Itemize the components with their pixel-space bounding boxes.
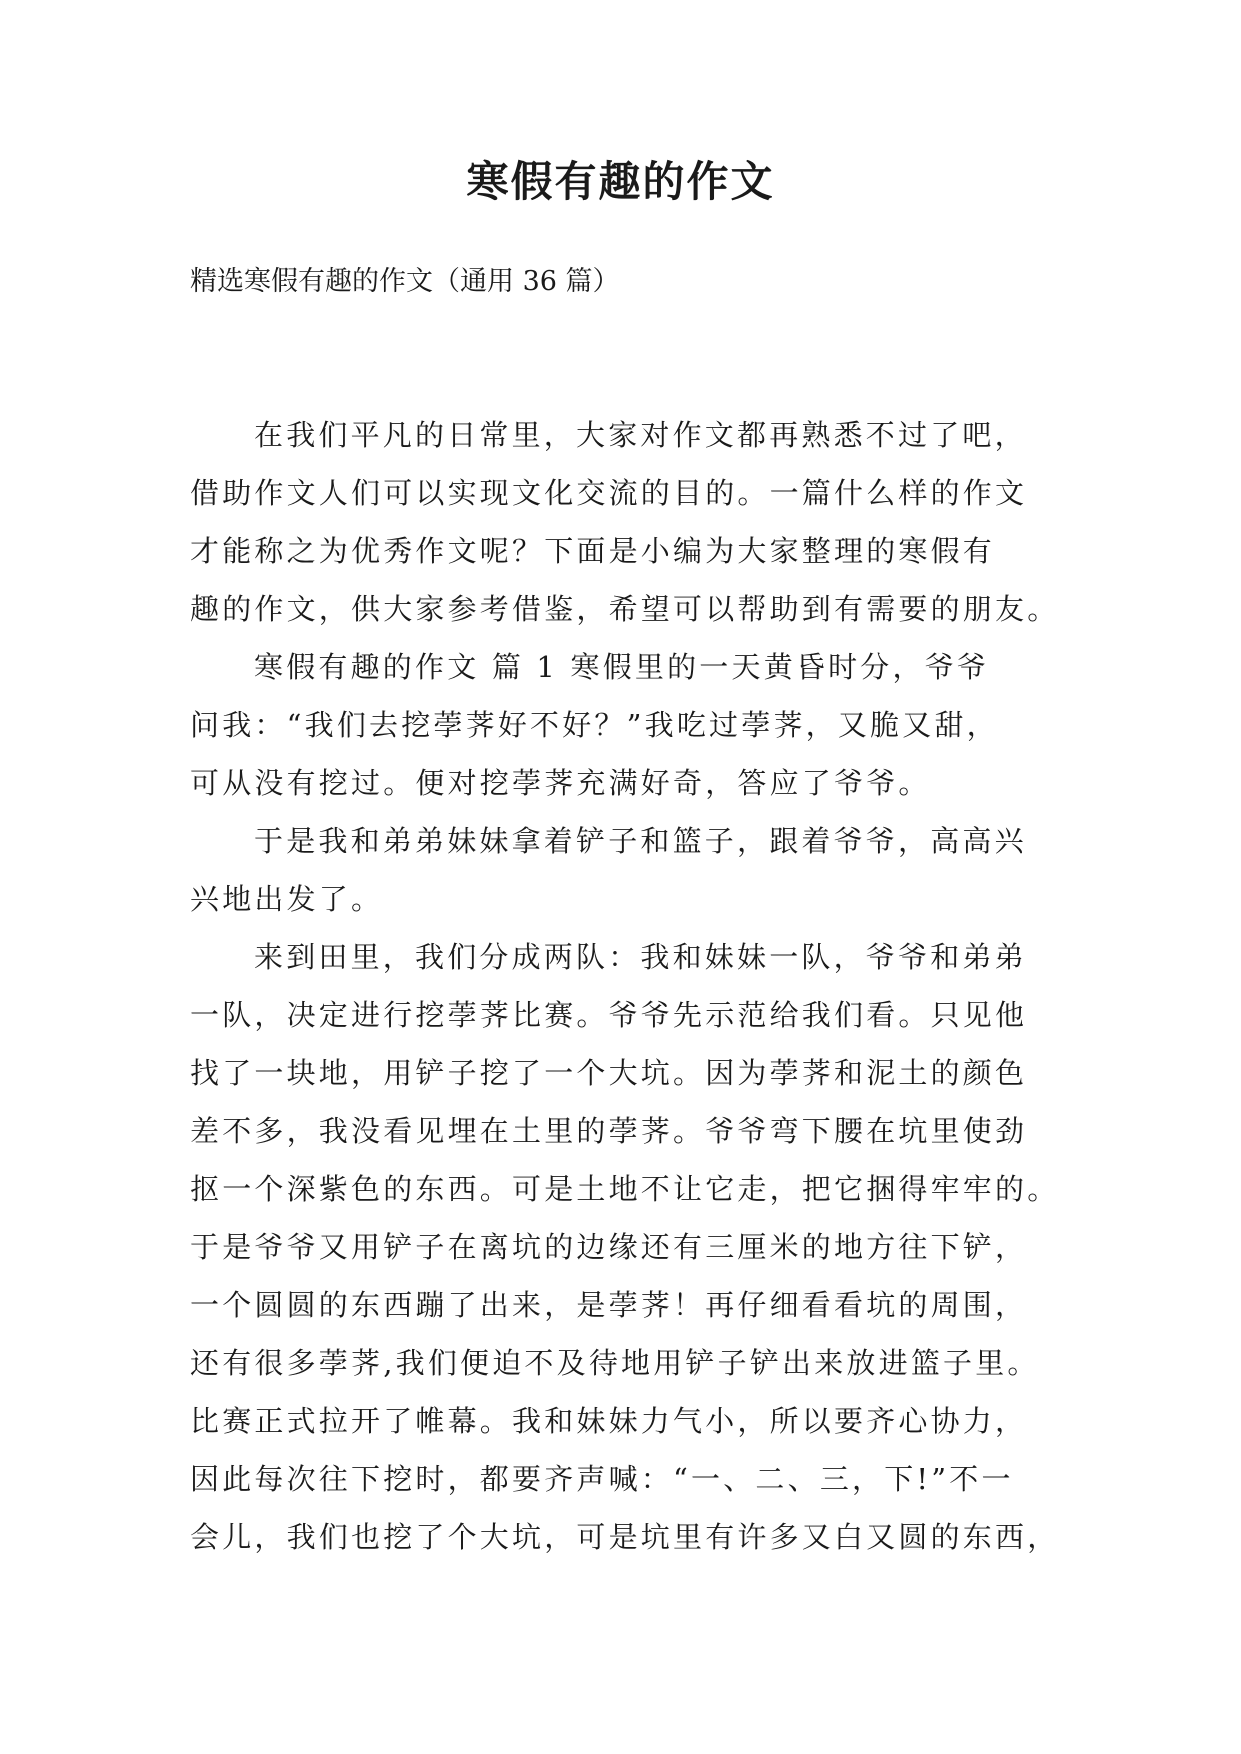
paragraph-line: 趣的作文，供大家参考借鉴，希望可以帮助到有需要的朋友。 xyxy=(190,592,1060,626)
paragraph-line: 抠一个深紫色的东西。可是土地不让它走，把它捆得牢牢的。 xyxy=(190,1172,1060,1206)
paragraph-line: 寒假有趣的作文 篇 1 寒假里的一天黄昏时分，爷爷 xyxy=(254,650,990,684)
paragraph-line: 借助作文人们可以实现文化交流的目的。一篇什么样的作文 xyxy=(190,476,1028,510)
paragraph-line: 因此每次往下挖时，都要齐声喊：“一、二、三，下!”不一 xyxy=(190,1462,1014,1496)
paragraph-line: 会儿，我们也挖了个大坑，可是坑里有许多又白又圆的东西， xyxy=(190,1520,1060,1554)
paragraph-line: 才能称之为优秀作文呢？下面是小编为大家整理的寒假有 xyxy=(190,534,996,568)
paragraph-line: 来到田里，我们分成两队：我和妹妹一队，爷爷和弟弟 xyxy=(254,940,1027,974)
paragraph-line: 兴地出发了。 xyxy=(190,882,384,916)
paragraph-line: 于是我和弟弟妹妹拿着铲子和篮子，跟着爷爷，高高兴 xyxy=(254,824,1027,858)
paragraph-line: 找了一块地，用铲子挖了一个大坑。因为荸荠和泥土的颜色 xyxy=(190,1056,1028,1090)
paragraph-line: 于是爷爷又用铲子在离坑的边缘还有三厘米的地方往下铲， xyxy=(190,1230,1028,1264)
paragraph-line: 在我们平凡的日常里，大家对作文都再熟悉不过了吧， xyxy=(254,418,1027,452)
paragraph-line: 问我：“我们去挖荸荠好不好？”我吃过荸荠，又脆又甜， xyxy=(190,708,999,742)
paragraph-line: 还有很多荸荠,我们便迫不及待地用铲子铲出来放进篮子里。 xyxy=(190,1346,1040,1380)
paragraph-line: 差不多，我没看见埋在土里的荸荠。爷爷弯下腰在坑里使劲 xyxy=(190,1114,1028,1148)
paragraph-line: 可从没有挖过。便对挖荸荠充满好奇，答应了爷爷。 xyxy=(190,766,931,800)
document-title: 寒假有趣的作文 xyxy=(466,157,775,206)
paragraph-line: 一队，决定进行挖荸荠比赛。爷爷先示范给我们看。只见他 xyxy=(190,998,1028,1032)
paragraph-line: 比赛正式拉开了帷幕。我和妹妹力气小，所以要齐心协力， xyxy=(190,1404,1028,1438)
document-body xyxy=(190,406,1060,1566)
document-subtitle: 精选寒假有趣的作文（通用 36 篇） xyxy=(190,266,620,297)
paragraph-line: 一个圆圆的东西蹦了出来，是荸荠！再仔细看看坑的周围， xyxy=(190,1288,1028,1322)
